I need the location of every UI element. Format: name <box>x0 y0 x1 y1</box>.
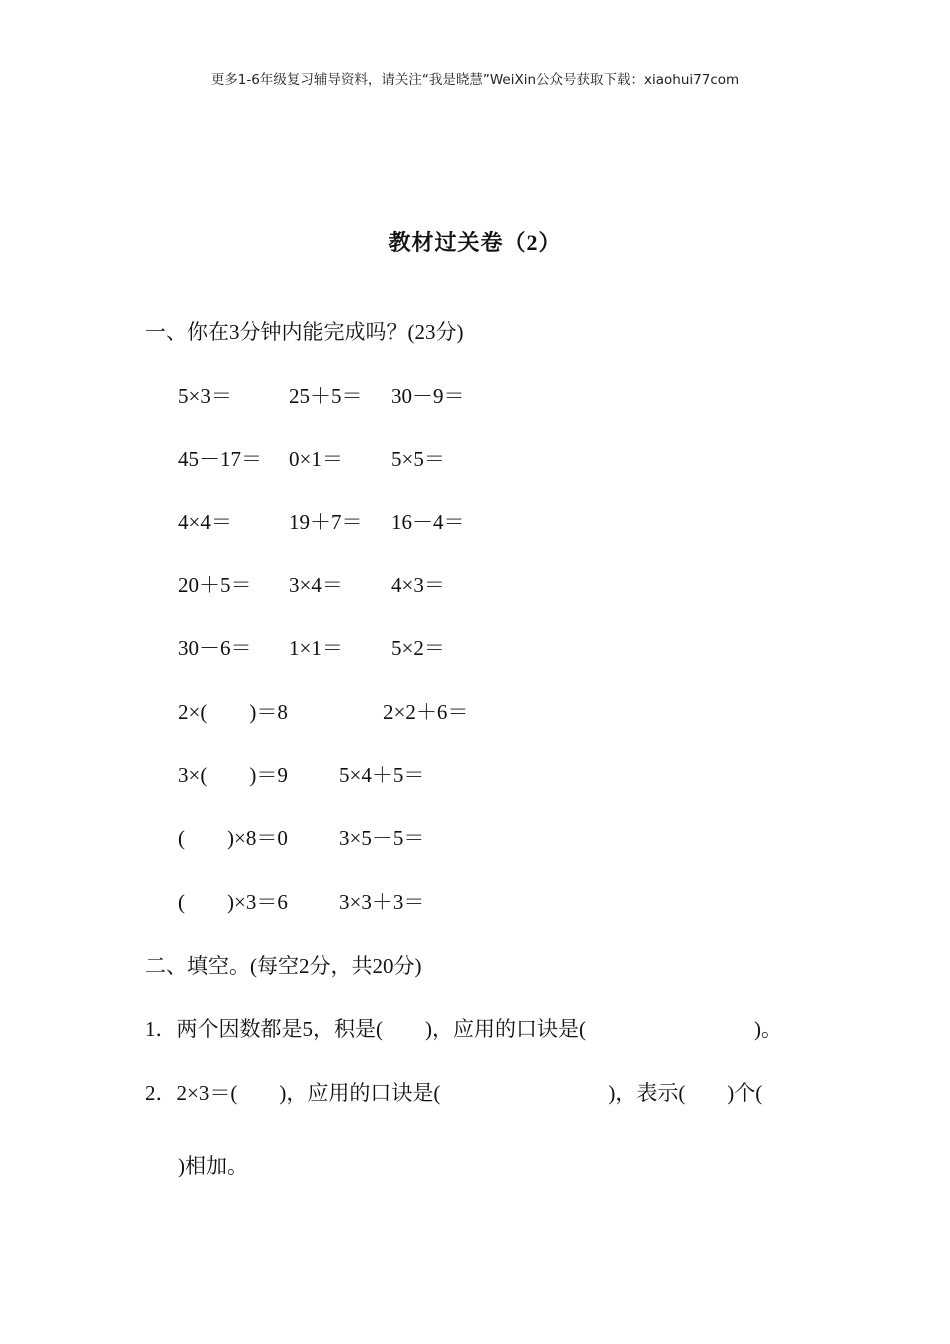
problem: 4×3＝ <box>391 573 445 597</box>
problem: 2×( )＝8 <box>178 700 288 724</box>
section-2-heading: 二、填空。(每空2分，共20分) <box>145 954 422 978</box>
arith-row <box>178 632 678 662</box>
problem: 4×4＝ <box>178 510 232 534</box>
arith-row <box>178 506 678 536</box>
problem: ( )×3＝6 <box>178 890 288 914</box>
problem: 1×1＝ <box>289 636 343 660</box>
arith-row <box>178 443 678 473</box>
fill-row <box>178 696 678 726</box>
problem: 5×4＋5＝ <box>339 763 425 787</box>
problem: 3×( )＝9 <box>178 763 288 787</box>
fill-row <box>178 822 678 852</box>
problem: 3×3＋3＝ <box>339 890 425 914</box>
problem: ( )×8＝0 <box>178 826 288 850</box>
page-title: 教材过关卷（2） <box>388 230 562 255</box>
problem: 16－4＝ <box>391 510 465 534</box>
fill-row <box>178 759 678 789</box>
problem: 5×5＝ <box>391 447 445 471</box>
question-2-line-2: )相加。 <box>178 1154 248 1178</box>
section-1-heading: 一、你在3分钟内能完成吗？(23分) <box>145 320 464 344</box>
page-header: 更多1-6年级复习辅导资料，请关注“我是晓慧”WeiXin公众号获取下载：xiaohui77com <box>210 72 740 88</box>
arith-row <box>178 380 678 410</box>
problem: 0×1＝ <box>289 447 343 471</box>
problem: 20＋5＝ <box>178 573 252 597</box>
problem: 30－9＝ <box>391 384 465 408</box>
problem: 3×5－5＝ <box>339 826 425 850</box>
problem: 19＋7＝ <box>289 510 363 534</box>
problem: 30－6＝ <box>178 636 252 660</box>
problem: 5×2＝ <box>391 636 445 660</box>
arith-row <box>178 569 678 599</box>
problem: 2×2＋6＝ <box>383 700 469 724</box>
fill-row <box>178 886 678 916</box>
question-2-line-1: 2．2×3＝( )，应用的口诀是( )，表示( )个( <box>145 1081 763 1105</box>
problem: 45－17＝ <box>178 447 262 471</box>
question-1: 1．两个因数都是5，积是( )，应用的口诀是( )。 <box>145 1017 782 1041</box>
problem: 3×4＝ <box>289 573 343 597</box>
problem: 25＋5＝ <box>289 384 363 408</box>
problem: 5×3＝ <box>178 384 232 408</box>
